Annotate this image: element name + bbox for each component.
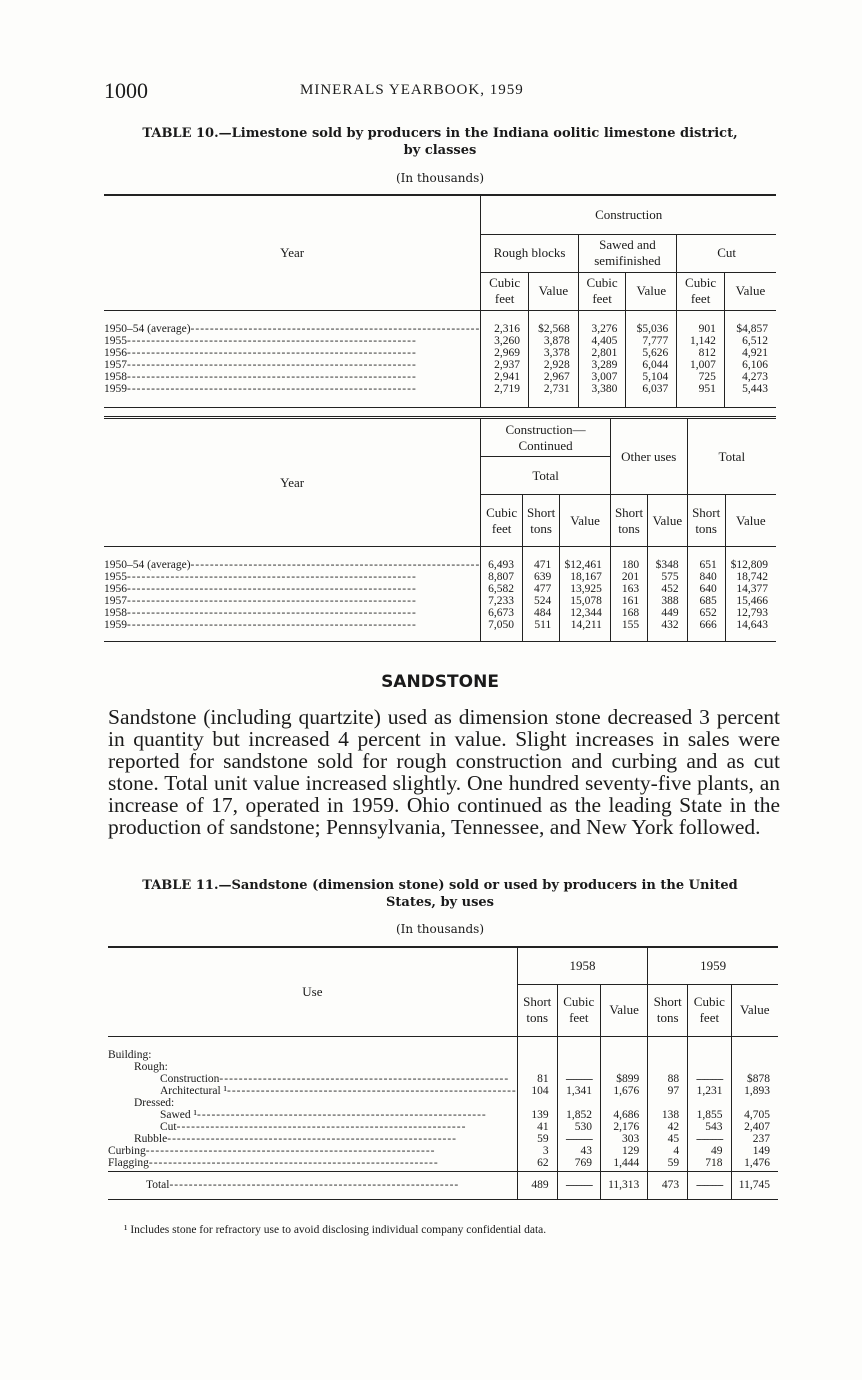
section-heading: SANDSTONE (381, 672, 499, 692)
table-row (104, 547, 776, 572)
table-cell: 129 (601, 1145, 648, 1157)
table10-units: (In thousands) (395, 171, 485, 185)
row-label (108, 1097, 517, 1109)
column-header: Cubic feet (688, 984, 731, 1036)
table-cell: ---------- (557, 1133, 600, 1145)
table-cell: 3,378 (529, 347, 579, 359)
row-label (104, 595, 481, 607)
table-cell: 168 (610, 607, 647, 619)
table-cell: 15,078 (560, 595, 611, 607)
table-cell (648, 1097, 688, 1109)
table-cell: 14,211 (560, 619, 611, 642)
table-cell (517, 1097, 557, 1109)
table-cell: 718 (688, 1157, 731, 1172)
table-cell: 4,921 (724, 347, 776, 359)
table-cell: 59 (648, 1157, 688, 1172)
dot-leader: ------------------------------------------------------------ (127, 583, 417, 595)
row-label (104, 583, 481, 595)
table-cell: 812 (677, 347, 725, 359)
dot-leader: ------------------------------------------------------------ (127, 571, 417, 583)
row-label-text: 1957 (104, 595, 127, 607)
table-cell: $5,036 (626, 310, 677, 335)
row-label (108, 1171, 517, 1199)
table-cell: 5,443 (724, 383, 776, 408)
table-cell: 11,313 (601, 1171, 648, 1199)
table-cell: 3,276 (578, 310, 626, 335)
table-cell: 840 (687, 571, 725, 583)
table-cell: 6,044 (626, 359, 677, 371)
table-row (104, 595, 776, 607)
table10-caption-line2: by classes (403, 143, 477, 158)
table-cell: 6,673 (481, 607, 523, 619)
column-header: Value (560, 495, 611, 547)
row-label (104, 619, 481, 642)
table-cell (648, 1061, 688, 1073)
dot-leader: ------------------------------------------------------------ (127, 358, 417, 371)
row-label (104, 547, 481, 572)
table-cell (648, 1036, 688, 1061)
table11 (108, 946, 778, 1200)
row-label-text: 1950–54 (average) (104, 322, 191, 335)
construction-header: Construction (481, 195, 776, 234)
row-label (108, 1061, 517, 1073)
dot-leader: ------------------------------------------------------------ (219, 1072, 510, 1085)
table-row (108, 1061, 778, 1073)
table-cell: 639 (523, 571, 560, 583)
column-header: Value (725, 495, 776, 547)
table-cell: 49 (688, 1145, 731, 1157)
table-cell: 6,582 (481, 583, 523, 595)
table-cell: 901 (677, 310, 725, 335)
table-cell: 97 (648, 1085, 688, 1097)
table-cell: 652 (687, 607, 725, 619)
table-cell: 1,893 (731, 1085, 778, 1097)
table-cell (688, 1097, 731, 1109)
table-cell: ---------- (688, 1171, 731, 1199)
row-label-text: 1955 (104, 334, 127, 347)
table-cell: 43 (557, 1145, 600, 1157)
dot-leader: ------------------------------------------------------------ (176, 1120, 467, 1133)
table-cell: 725 (677, 371, 725, 383)
table-cell: 1,341 (557, 1085, 600, 1097)
row-label (104, 310, 481, 335)
column-header: Cubic feet (578, 272, 626, 310)
row-label (108, 1121, 517, 1133)
table-cell: 432 (648, 619, 687, 642)
table-row (104, 571, 776, 583)
table-row (104, 335, 776, 347)
table-cell: 42 (648, 1121, 688, 1133)
other-uses-header: Other uses (610, 418, 687, 495)
row-label (104, 607, 481, 619)
table-cell: 180 (610, 547, 647, 572)
dot-leader: ------------------------------------------------------------ (127, 595, 417, 607)
row-label-text: Curbing (108, 1144, 146, 1157)
table-cell: 1,231 (688, 1085, 731, 1097)
page-number: 1000 (104, 78, 148, 103)
table-cell (731, 1061, 778, 1073)
table-cell: 139 (517, 1109, 557, 1121)
table-cell: 511 (523, 619, 560, 642)
total-header: Total (687, 418, 776, 495)
table-cell: 2,801 (578, 347, 626, 359)
row-label (108, 1073, 517, 1085)
table-cell: 62 (517, 1157, 557, 1172)
dot-leader: ------------------------------------------------------------ (145, 1144, 436, 1157)
table-cell: 2,176 (601, 1121, 648, 1133)
table11-units: (In thousands) (395, 922, 485, 936)
dot-leader: ------------------------------------------------------------ (169, 1179, 460, 1191)
table-cell: 2,969 (481, 347, 529, 359)
row-label (108, 1157, 517, 1172)
table-cell: 4,686 (601, 1109, 648, 1121)
table-cell: 489 (517, 1171, 557, 1199)
table-cell: 1,855 (688, 1109, 731, 1121)
table-cell: 161 (610, 595, 647, 607)
row-label (108, 1109, 517, 1121)
table-cell: 6,106 (724, 359, 776, 371)
row-label (104, 359, 481, 371)
row-label (108, 1145, 517, 1157)
table-cell: 1,444 (601, 1157, 648, 1172)
table-row (104, 347, 776, 359)
dot-leader: ------------------------------------------------------------ (127, 382, 417, 395)
row-label-text: Total (146, 1179, 170, 1191)
table-cell: $899 (601, 1073, 648, 1085)
table10-caption (104, 125, 776, 159)
column-header: Short tons (687, 495, 725, 547)
table-cell: 41 (517, 1121, 557, 1133)
sandstone-paragraph: Sandstone (including quartzite) used as dimension stone decreased 3 percent in quantity but increased 4 percent in value. Slight increases in sales were reported for sandstone sold for rough construction and curbing and as cut stone. Total unit value increased slightly. One hundred seventy-five plants, an increase of 17, operated in 1959. Ohio continued as the leading State in the production of sandstone; Pennsylvania, Tennessee, and New York followed. (108, 705, 780, 839)
dot-leader: ------------------------------------------------------------ (196, 1108, 487, 1121)
table-row (104, 619, 776, 642)
table-cell: 13,925 (560, 583, 611, 595)
table-row (108, 1145, 778, 1157)
row-label-text: 1959 (104, 619, 127, 631)
table-cell (517, 1036, 557, 1061)
table-row (108, 1073, 778, 1085)
table-cell: ---------- (557, 1171, 600, 1199)
table-cell (731, 1036, 778, 1061)
table-cell: 471 (523, 547, 560, 572)
table-cell: 3,260 (481, 335, 529, 347)
row-label (104, 571, 481, 583)
table-cell: $12,461 (560, 547, 611, 572)
table-cell: 1,476 (731, 1157, 778, 1172)
row-label-text: Construction (160, 1072, 220, 1085)
table-row (108, 1157, 778, 1172)
table-cell (601, 1097, 648, 1109)
table-cell: $12,809 (725, 547, 776, 572)
table-cell: 2,967 (529, 371, 579, 383)
table-cell: 4,273 (724, 371, 776, 383)
column-header: Short tons (648, 984, 688, 1036)
dot-leader: ------------------------------------------------------------ (127, 370, 417, 383)
table-cell: 88 (648, 1073, 688, 1085)
table-cell: 6,493 (481, 547, 523, 572)
row-label-text: Building: (108, 1048, 152, 1061)
row-label-text: 1955 (104, 571, 127, 583)
row-label-text: Dressed: (134, 1096, 175, 1109)
table-cell: 5,626 (626, 347, 677, 359)
table-cell: 575 (648, 571, 687, 583)
table-cell (601, 1036, 648, 1061)
book-title: MINERALS YEARBOOK, 1959 (300, 82, 524, 98)
table-cell: 4,705 (731, 1109, 778, 1121)
table-cell: 4 (648, 1145, 688, 1157)
table-cell: 1,676 (601, 1085, 648, 1097)
table-cell (688, 1061, 731, 1073)
table-cell: 640 (687, 583, 725, 595)
table-cell: 4,405 (578, 335, 626, 347)
table-row (108, 1085, 778, 1097)
row-label (108, 1036, 517, 1061)
row-label-text: Flagging (108, 1156, 149, 1169)
table-row (104, 383, 776, 408)
table-row (108, 1133, 778, 1145)
row-label-text: 1958 (104, 370, 127, 383)
sawed-header: Sawed and semifinished (578, 234, 677, 272)
table-row (108, 1121, 778, 1133)
year-header: Year (104, 195, 481, 310)
table-cell: 388 (648, 595, 687, 607)
table-cell: 14,377 (725, 583, 776, 595)
dot-leader: ------------------------------------------------------------ (127, 346, 417, 359)
table-cell: 524 (523, 595, 560, 607)
column-header: Cubic feet (481, 495, 523, 547)
rough-blocks-header: Rough blocks (481, 234, 578, 272)
table-cell: 2,316 (481, 310, 529, 335)
table-row (108, 1109, 778, 1121)
table-cell: ---------- (688, 1073, 731, 1085)
table-cell (557, 1061, 600, 1073)
table-cell: 237 (731, 1133, 778, 1145)
column-header: Value (648, 495, 687, 547)
dot-leader: ------------------------------------------------------------ (148, 1156, 439, 1169)
table-cell: 7,233 (481, 595, 523, 607)
table-cell: 163 (610, 583, 647, 595)
table-cell: 6,512 (724, 335, 776, 347)
table-cell: 12,793 (725, 607, 776, 619)
table-cell: 449 (648, 607, 687, 619)
table-cell: 14,643 (725, 619, 776, 642)
running-head (104, 78, 776, 106)
column-header: Value (601, 984, 648, 1036)
table-cell: $4,857 (724, 310, 776, 335)
table10-part2 (104, 416, 776, 642)
row-label-text: 1950–54 (average) (104, 559, 191, 571)
dot-leader: ------------------------------------------------------------ (127, 607, 417, 619)
table-cell: 473 (648, 1171, 688, 1199)
table10-caption-line1: TABLE 10.—Limestone sold by producers in the Indiana oolitic limestone district, (142, 126, 738, 141)
table-cell: 1,007 (677, 359, 725, 371)
table-cell: 543 (688, 1121, 731, 1133)
row-label (104, 335, 481, 347)
table-cell: 452 (648, 583, 687, 595)
table-cell: 2,928 (529, 359, 579, 371)
table-cell: 45 (648, 1133, 688, 1145)
table-cell: $348 (648, 547, 687, 572)
year-1958-header: 1958 (517, 947, 648, 984)
table-cell (557, 1097, 600, 1109)
table-cell: 8,807 (481, 571, 523, 583)
row-label-text: Architectural ¹ (160, 1084, 227, 1097)
table10-part1 (104, 194, 776, 408)
table-cell: 651 (687, 547, 725, 572)
table-cell: 3,289 (578, 359, 626, 371)
table-cell: 2,719 (481, 383, 529, 408)
table-cell: 18,742 (725, 571, 776, 583)
table-cell: 7,777 (626, 335, 677, 347)
table-cell: 685 (687, 595, 725, 607)
table-row (104, 359, 776, 371)
column-header: Short tons (610, 495, 647, 547)
table-row (104, 583, 776, 595)
table-row (108, 1036, 778, 1061)
row-label-text: 1956 (104, 583, 127, 595)
table-cell: 484 (523, 607, 560, 619)
table11-caption (104, 877, 776, 911)
table-cell (731, 1097, 778, 1109)
table-cell: 138 (648, 1109, 688, 1121)
table-cell (517, 1061, 557, 1073)
table-cell: 666 (687, 619, 725, 642)
dot-leader: ------------------------------------------------------------ (127, 619, 417, 631)
dot-leader: ------------------------------------------------------------ (190, 559, 481, 571)
table-cell: 7,050 (481, 619, 523, 642)
table-cell: 5,104 (626, 371, 677, 383)
column-header: Value (731, 984, 778, 1036)
row-label-text: 1958 (104, 607, 127, 619)
construction-total-header: Total (481, 457, 611, 495)
cut-header: Cut (677, 234, 776, 272)
table-cell: 81 (517, 1073, 557, 1085)
total-row (108, 1171, 778, 1199)
footnote: ¹ Includes stone for refractory use to avoid disclosing individual company confidential data. (124, 1224, 547, 1236)
table-cell: 769 (557, 1157, 600, 1172)
year-1959-header: 1959 (648, 947, 778, 984)
column-header: Cubic feet (677, 272, 725, 310)
column-header: Value (626, 272, 677, 310)
column-header: Short tons (523, 495, 560, 547)
table-cell: 12,344 (560, 607, 611, 619)
table-cell: 303 (601, 1133, 648, 1145)
table-cell: 1,142 (677, 335, 725, 347)
table-cell: 201 (610, 571, 647, 583)
row-label-text: 1957 (104, 358, 127, 371)
table-cell: $2,568 (529, 310, 579, 335)
table-cell: 3 (517, 1145, 557, 1157)
table-cell: 3,007 (578, 371, 626, 383)
table-cell: 18,167 (560, 571, 611, 583)
table-cell (688, 1036, 731, 1061)
table-cell (557, 1036, 600, 1061)
table-row (104, 371, 776, 383)
table-cell: 59 (517, 1133, 557, 1145)
table-cell: 155 (610, 619, 647, 642)
table-cell: 2,731 (529, 383, 579, 408)
table-row (104, 310, 776, 335)
table-cell (601, 1061, 648, 1073)
table11-caption-line2: States, by uses (386, 895, 494, 910)
table-cell: ---------- (688, 1133, 731, 1145)
table-cell: $878 (731, 1073, 778, 1085)
table-cell: 6,037 (626, 383, 677, 408)
row-label-text: Rubble (134, 1132, 168, 1145)
table-cell: 2,941 (481, 371, 529, 383)
table-cell: 477 (523, 583, 560, 595)
row-label (104, 383, 481, 408)
table-cell: 104 (517, 1085, 557, 1097)
column-header: Cubic feet (481, 272, 529, 310)
column-header: Short tons (517, 984, 557, 1036)
table-cell: 11,745 (731, 1171, 778, 1199)
dot-leader: ------------------------------------------------------------ (190, 322, 481, 335)
table-row (104, 607, 776, 619)
column-header: Cubic feet (557, 984, 600, 1036)
row-label (104, 347, 481, 359)
table-cell: 2,407 (731, 1121, 778, 1133)
table11-caption-line1: TABLE 11.—Sandstone (dimension stone) sold or used by producers in the United (142, 878, 738, 893)
table-cell: 3,878 (529, 335, 579, 347)
table-cell: 530 (557, 1121, 600, 1133)
dot-leader: ------------------------------------------------------------ (226, 1084, 517, 1097)
table-cell: 1,852 (557, 1109, 600, 1121)
use-header: Use (108, 947, 517, 1036)
table-cell: 2,937 (481, 359, 529, 371)
row-label-text: 1956 (104, 346, 127, 359)
row-label-text: Rough: (134, 1060, 168, 1073)
row-label-text: 1959 (104, 382, 127, 395)
table-cell: ---------- (557, 1073, 600, 1085)
row-label (108, 1133, 517, 1145)
dot-leader: ------------------------------------------------------------ (167, 1132, 458, 1145)
year-header: Year (104, 418, 481, 547)
table-cell: 15,466 (725, 595, 776, 607)
construction-continued-header: Construction—Continued (481, 418, 611, 457)
table-cell: 3,380 (578, 383, 626, 408)
table-cell: 951 (677, 383, 725, 408)
row-label-text: Sawed ¹ (160, 1108, 197, 1121)
column-header: Value (724, 272, 776, 310)
row-label (104, 371, 481, 383)
table-row (108, 1097, 778, 1109)
row-label-text: Cut (160, 1120, 177, 1133)
table-cell: 149 (731, 1145, 778, 1157)
row-label (108, 1085, 517, 1097)
dot-leader: ------------------------------------------------------------ (127, 334, 417, 347)
column-header: Value (529, 272, 579, 310)
